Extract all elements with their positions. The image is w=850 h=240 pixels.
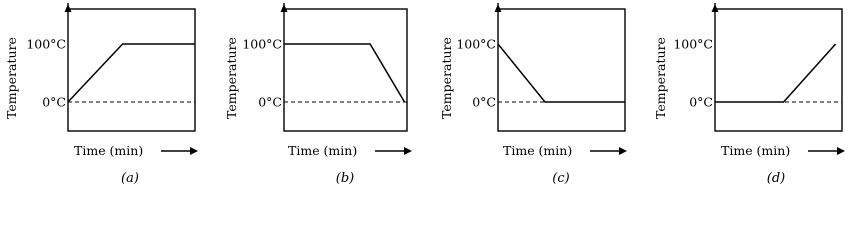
- plot-frame: [498, 9, 625, 131]
- y-axis-title: Temperature: [4, 37, 19, 119]
- chart-panel-1: [4, 3, 198, 186]
- y-tick-label: 100°C: [456, 36, 496, 52]
- x-axis-title: Time (min): [503, 143, 573, 158]
- y-axis-arrow-icon: [495, 4, 502, 12]
- x-axis-arrow-icon: [404, 147, 412, 155]
- y-tick-label: 100°C: [26, 36, 66, 52]
- y-axis-arrow-icon: [65, 4, 72, 12]
- temperature-line: [284, 44, 405, 102]
- chart-panel-4: [653, 3, 845, 186]
- y-tick-label: 100°C: [673, 36, 713, 52]
- x-axis-title: Time (min): [74, 143, 144, 158]
- chart-panel-3: [439, 3, 627, 186]
- y-tick-label: 0°C: [472, 94, 496, 110]
- plot-frame: [68, 9, 195, 131]
- panel-label: (d): [766, 171, 786, 186]
- x-axis-title: Time (min): [288, 143, 358, 158]
- panel-label: (c): [552, 171, 570, 186]
- y-axis-title: Temperature: [224, 37, 239, 119]
- plot-frame: [284, 9, 407, 131]
- y-tick-label: 100°C: [242, 36, 282, 52]
- panel-label: (b): [335, 171, 355, 186]
- temperature-line: [715, 44, 836, 102]
- y-axis-arrow-icon: [712, 4, 719, 12]
- y-axis-arrow-icon: [281, 4, 288, 12]
- y-axis-title: Temperature: [653, 37, 668, 119]
- x-axis-arrow-icon: [190, 147, 198, 155]
- x-axis-arrow-icon: [619, 147, 627, 155]
- plot-frame: [715, 9, 842, 131]
- x-axis-arrow-icon: [837, 147, 845, 155]
- y-tick-label: 0°C: [42, 94, 66, 110]
- chart-panel-2: [224, 3, 412, 186]
- y-tick-label: 0°C: [689, 94, 713, 110]
- x-axis-title: Time (min): [721, 143, 791, 158]
- panel-label: (a): [121, 171, 139, 186]
- y-tick-label: 0°C: [258, 94, 282, 110]
- y-axis-title: Temperature: [439, 37, 454, 119]
- temperature-line: [498, 44, 625, 102]
- temperature-line: [68, 44, 195, 102]
